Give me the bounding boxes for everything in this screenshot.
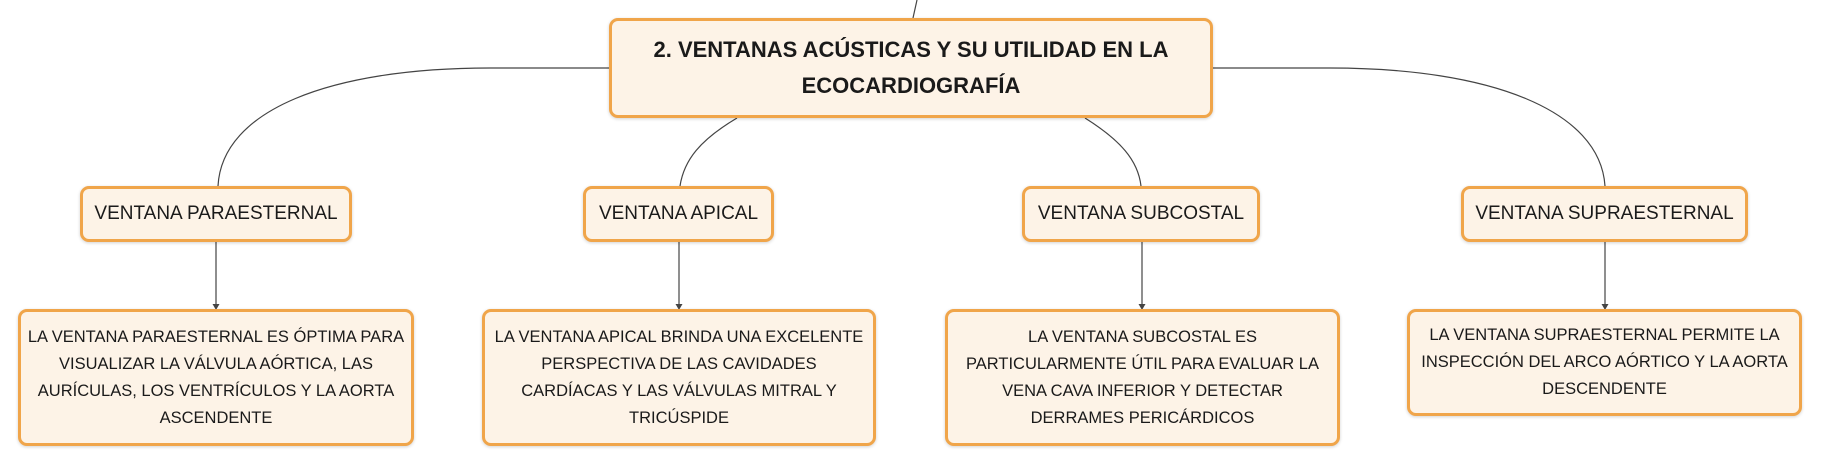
root-topic-node[interactable] bbox=[609, 18, 1213, 118]
branch-label-supraesternal: VENTANA SUPRAESTERNAL bbox=[1475, 203, 1734, 224]
connector-root-to-subcostal bbox=[1085, 118, 1141, 186]
branch-node-paraesternal[interactable] bbox=[80, 186, 352, 242]
detail-node-supraesternal[interactable] bbox=[1407, 309, 1802, 416]
connector-parent-to-root bbox=[913, 0, 917, 18]
detail-text-supraesternal: LA VENTANA SUPRAESTERNAL PERMITE LA INSPECCIÓN DEL ARCO AÓRTICO Y LA AORTA DESCENDENTE bbox=[1421, 326, 1788, 398]
branch-label-paraesternal: VENTANA PARAESTERNAL bbox=[94, 203, 338, 224]
detail-node-paraesternal[interactable] bbox=[18, 309, 414, 446]
root-topic-label: 2. VENTANAS ACÚSTICAS Y SU UTILIDAD EN LA ECOCARDIOGRAFÍA bbox=[653, 37, 1169, 98]
arrow-paraesternal bbox=[213, 242, 220, 310]
connector-root-to-apical bbox=[680, 118, 737, 186]
branch-node-subcostal[interactable] bbox=[1022, 186, 1260, 242]
detail-text-apical: LA VENTANA APICAL BRINDA UNA EXCELENTE PERSPECTIVA DE LAS CAVIDADES CARDÍACAS Y LAS VÁLVULAS MITRAL Y TRICÚSPIDE bbox=[494, 327, 864, 427]
connector-root-to-supraesternal bbox=[1213, 68, 1605, 186]
branch-label-apical: VENTANA APICAL bbox=[598, 203, 759, 224]
detail-node-subcostal[interactable] bbox=[945, 309, 1340, 446]
arrow-apical bbox=[676, 242, 683, 310]
detail-text-paraesternal: LA VENTANA PARAESTERNAL ES ÓPTIMA PARA VISUALIZAR LA VÁLVULA AÓRTICA, LAS AURÍCULAS, LOS VENTRÍCULOS Y LA AORTA ASCENDENTE bbox=[27, 327, 405, 427]
arrow-subcostal bbox=[1139, 242, 1146, 310]
detail-node-apical[interactable] bbox=[482, 309, 876, 446]
branch-label-subcostal: VENTANA SUBCOSTAL bbox=[1037, 203, 1245, 224]
arrow-supraesternal bbox=[1602, 242, 1609, 310]
connector-root-to-paraesternal bbox=[218, 68, 609, 186]
branch-node-supraesternal[interactable] bbox=[1461, 186, 1748, 242]
detail-text-subcostal: LA VENTANA SUBCOSTAL ES PARTICULARMENTE ÚTIL PARA EVALUAR LA VENA CAVA INFERIOR Y DETECTAR DERRAMES PERICÁRDICOS bbox=[965, 327, 1319, 427]
branch-node-apical[interactable] bbox=[583, 186, 774, 242]
